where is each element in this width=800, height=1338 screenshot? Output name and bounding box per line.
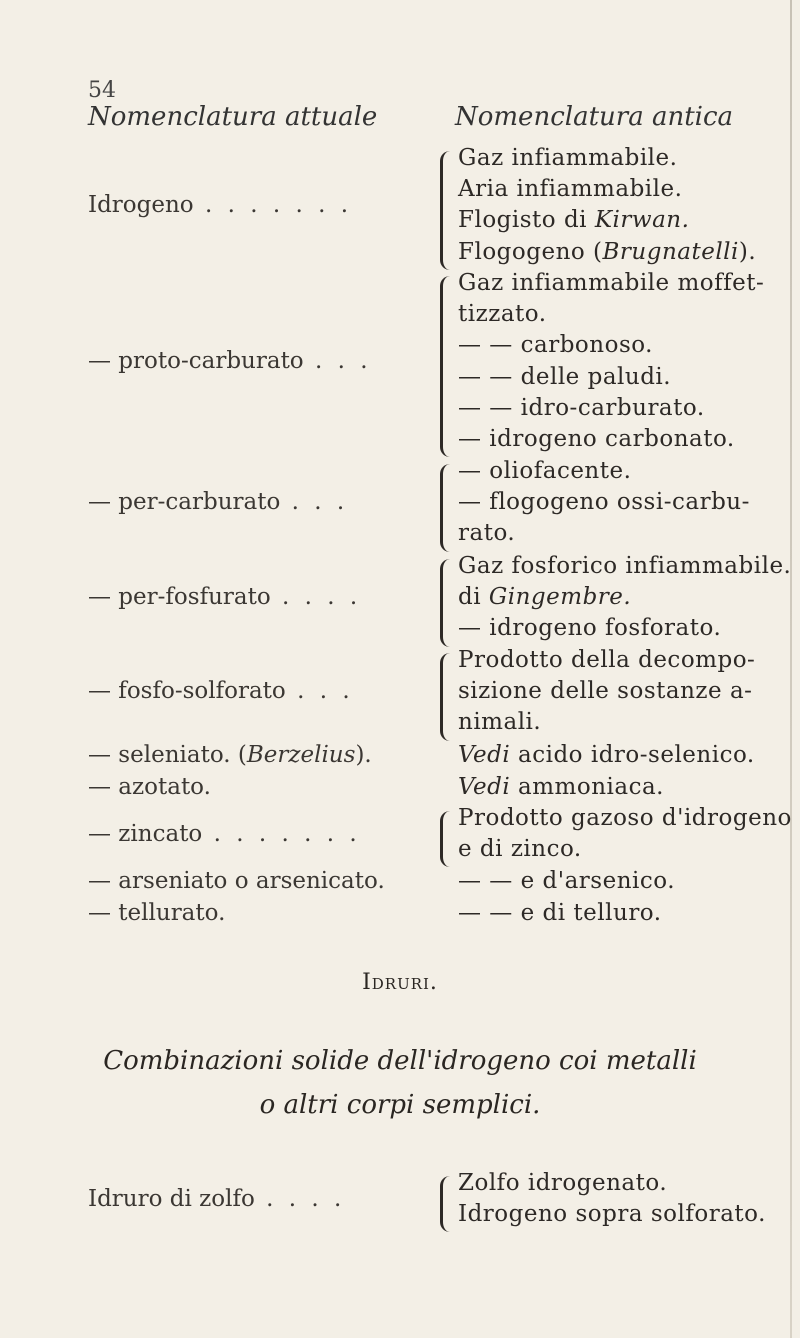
page-edge	[790, 0, 792, 1338]
dot-leader: . . . .	[270, 584, 362, 611]
ancient-term-line: Gaz fosforico infiammabile.	[458, 553, 792, 579]
ancient-term-line: Idrogeno sopra solforato.	[458, 1201, 766, 1228]
curly-brace	[440, 1176, 451, 1232]
ancient-term-line: — — delle paludi.	[458, 363, 672, 390]
dot-leader: . . .	[285, 678, 354, 705]
section-subtitle-line-1: Combinazioni solide dell'idrogeno coi metalli	[103, 1046, 697, 1076]
dot-leader: . . . .	[254, 1185, 346, 1212]
ancient-term-line: — idrogeno fosforato.	[458, 615, 722, 642]
page-number: 54	[88, 78, 116, 103]
ancient-term-line: tizzato.	[458, 301, 547, 328]
ancient-term-line: — flogogeno ossi-carbu-	[458, 489, 750, 516]
curly-brace	[440, 151, 451, 270]
ancient-term-line: Prodotto della decompo-	[458, 647, 756, 673]
curly-brace	[440, 811, 451, 867]
ancient-term-line: Vedi acido idro-selenico.	[458, 742, 755, 768]
ancient-term-line: — — carbonoso.	[458, 332, 653, 359]
current-term: — azotato.	[88, 774, 211, 800]
ancient-term-line: Aria infiammabile.	[458, 176, 683, 203]
current-term: — proto-carburato . . .	[88, 348, 372, 374]
ancient-term-line: nimali.	[458, 709, 542, 736]
current-term: — fosfo-solforato . . .	[88, 678, 354, 705]
ancient-term-line: Prodotto gazoso d'idrogeno	[458, 805, 792, 831]
ancient-term-line: — — idro-carburato.	[458, 394, 705, 421]
curly-brace	[440, 653, 451, 741]
current-term: Idruro di zolfo . . . .	[88, 1185, 346, 1212]
current-term: — seleniato. (Berzelius).	[88, 742, 372, 768]
current-term: — zincato . . . . . . .	[88, 820, 361, 847]
ancient-term-line: Zolfo idrogenato.	[458, 1170, 668, 1196]
ancient-term-line: — — e di telluro.	[458, 900, 662, 926]
header-ancient-nomenclature: Nomenclatura antica	[455, 102, 734, 132]
current-term: — arseniato o arsenicato.	[88, 868, 385, 894]
ancient-term-line: Gaz infiammabile moffet-	[458, 270, 765, 296]
dot-leader: . . . . . . .	[193, 191, 353, 218]
dot-leader: . . .	[303, 348, 372, 374]
curly-brace	[440, 276, 451, 457]
ancient-term-line: sizione delle sostanze a-	[458, 678, 753, 705]
ancient-term-line: — oliofacente.	[458, 458, 632, 484]
ancient-term-line: Vedi ammoniaca.	[458, 774, 664, 800]
dot-leader: . . . . . . .	[202, 820, 361, 847]
curly-brace	[440, 559, 451, 647]
current-term: — per-carburato . . .	[88, 489, 349, 516]
section-title: Idruri.	[362, 970, 438, 995]
ancient-term-line: e di zinco.	[458, 836, 582, 863]
ancient-term-line: — idrogeno carbonato.	[458, 426, 735, 452]
ancient-term-line: rato.	[458, 520, 516, 547]
ancient-term-line: Flogisto di Kirwan.	[458, 207, 690, 234]
current-term: — tellurato.	[88, 900, 226, 926]
header-current-nomenclature: Nomenclatura attuale	[88, 102, 378, 132]
current-term: — per-fosfurato . . . .	[88, 584, 362, 611]
ancient-term-line: Flogogeno (Brugnatelli).	[458, 238, 757, 265]
ancient-term-line: di Gingembre.	[458, 584, 632, 611]
current-term: Idrogeno . . . . . . .	[88, 191, 353, 218]
ancient-term-line: Gaz infiammabile.	[458, 145, 678, 171]
curly-brace	[440, 464, 451, 552]
ancient-term-line: — — e d'arsenico.	[458, 868, 676, 894]
section-subtitle-line-2: o altri corpi semplici.	[259, 1090, 541, 1120]
dot-leader: . . .	[280, 489, 349, 516]
